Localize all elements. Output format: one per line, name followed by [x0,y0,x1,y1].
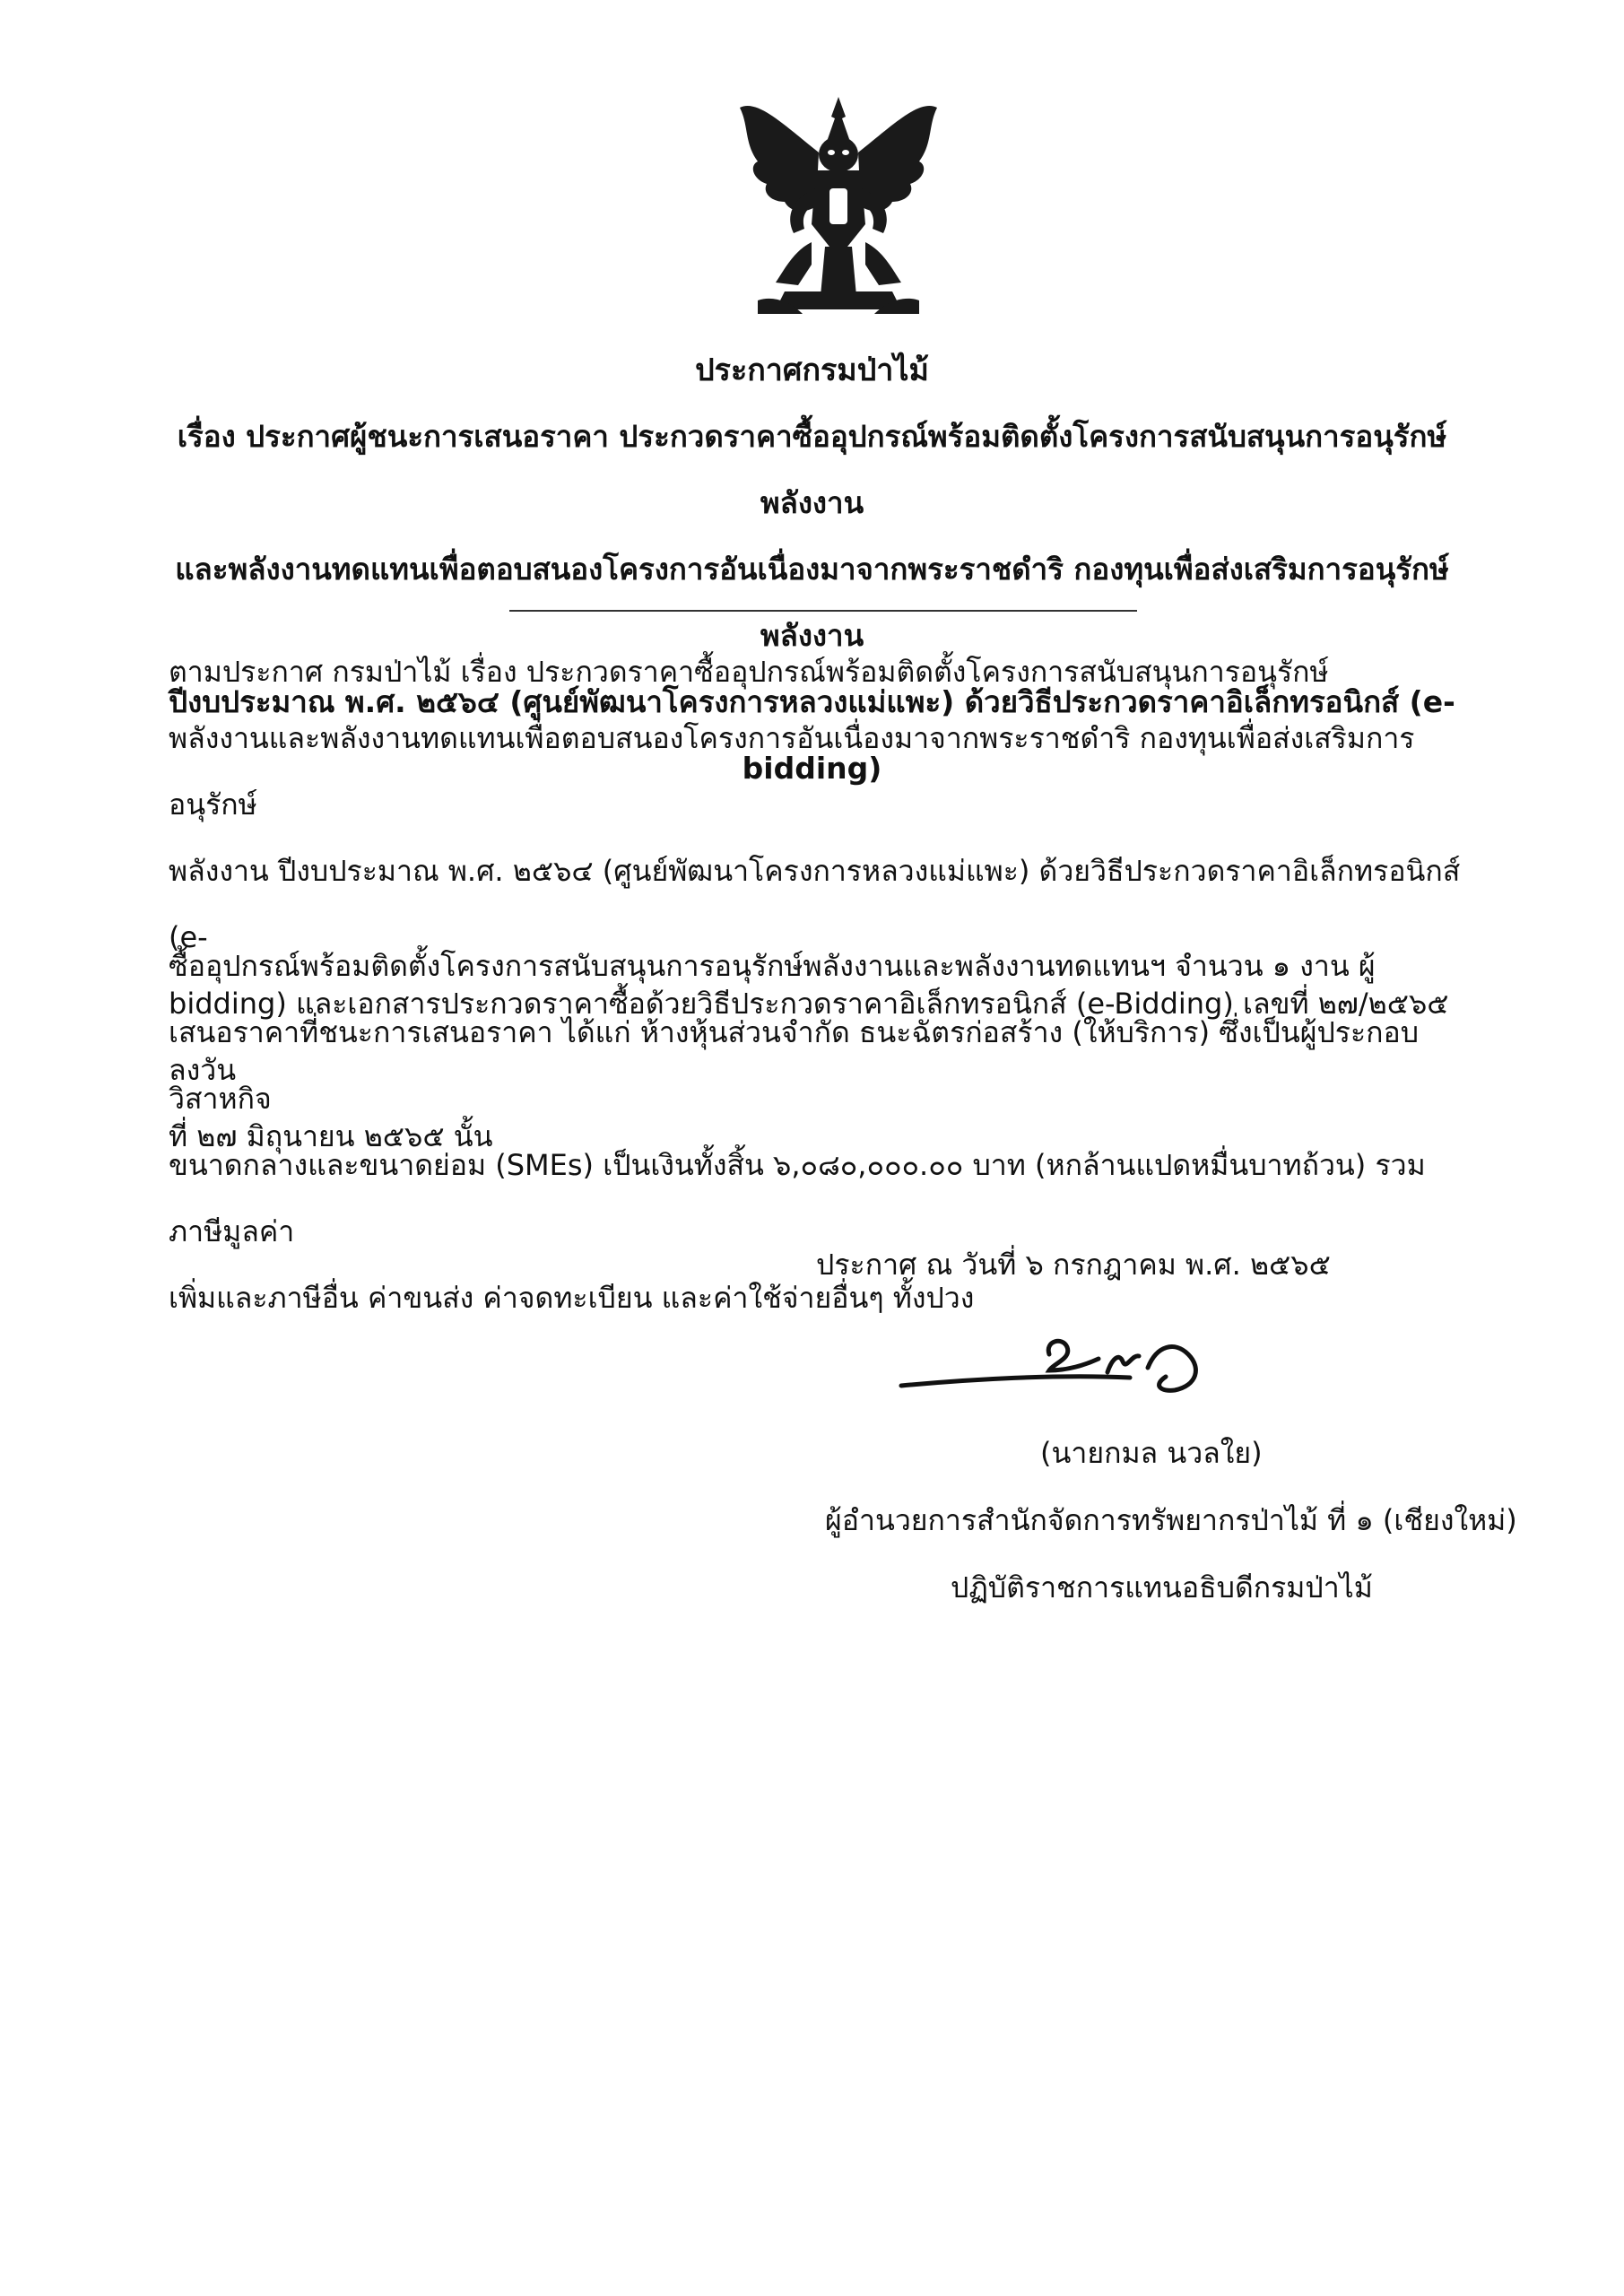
announcement-date: ประกาศ ณ วันที่ ๖ กรกฎาคม พ.ศ. ๒๕๖๕ [816,1248,1331,1282]
document-title: ประกาศกรมป่าไม้ [695,352,929,388]
garuda-emblem-icon [722,90,955,327]
signer-name: (นายกมล นวลใย) [1040,1436,1263,1470]
body-paragraph-1: ตามประกาศ กรมป่าไม้ เรื่อง ประกวดราคาซื้ออุปกรณ์พร้อมติดตั้งโครงการสนับสนุนการอนุรักษ์ พลังงานและพลังงานทดแทนเพื่อตอบสนองโครงการอันเนื่องมาจากพระราชดำริ กองทุนเพื่อส่งเสริมการอนุรักษ์ พลังงาน ปีงบประมาณ พ.ศ. ๒๕๖๔ (ศูนย์พัฒนาโครงการหลวงแม่แพะ) ด้วยวิธีประกวดราคาอิเล็กทรอนิกส์ (e- bidding) และเอกสารประกวดราคาซื้อด้วยวิธีประกวดราคาอิเล็กทรอนิกส์ (e-Bidding) เลขที่ ๒๗/๒๕๖๕ ลงวัน ที่ ๒๗ มิถุนายน ๒๕๖๕ นั้น [169,655,1461,1153]
signer-acting-title: ปฏิบัติราชการแทนอธิบดีกรมป่าไม้ [951,1570,1373,1605]
body-paragraph-2: ซื้ออุปกรณ์พร้อมติดตั้งโครงการสนับสนุนการอนุรักษ์พลังงานและพลังงานทดแทนฯ จำนวน ๑ งาน ผู้ เสนอราคาที่ชนะการเสนอราคา ได้แก่ ห้างหุ้นส่วนจำกัด ธนะฉัตรก่อสร้าง (ให้บริการ) ซึ่งเป็นผู้ประกอบวิสาหกิจ ขนาดกลางและขนาดย่อม (SMEs) เป็นเงินทั้งสิ้น ๖,๐๘๐,๐๐๐.๐๐ บาท (หกล้านแปดหมื่นบาทถ้วน) รวมภาษีมูลค่า เพิ่มและภาษีอื่น ค่าขนส่ง ค่าจดทะเบียน และค่าใช้จ่ายอื่นๆ ทั้งปวง [169,949,1426,1315]
handwritten-signature [897,1318,1255,1417]
document-subject: เรื่อง ประกาศผู้ชนะการเสนอราคา ประกวดราคาซื้ออุปกรณ์พร้อมติดตั้งโครงการสนับสนุนการอนุรักษ์พลังงาน และพลังงานทดแทนเพื่อตอบสนองโครงการอันเนื่องมาจากพระราชดำริ กองทุนเพื่อส่งเสริมการอนุรักษ์พลังงาน ปีงบประมาณ พ.ศ. ๒๕๖๔ (ศูนย์พัฒนาโครงการหลวงแม่แพะ) ด้วยวิธีประกวดราคาอิเล็กทรอนิกส์ (e-bidding) [169,419,1455,786]
divider [509,610,1137,612]
signer-position: ผู้อำนวยการสำนักจัดการทรัพยากรป่าไม้ ที่ ๑ (เชียงใหม่) [825,1503,1517,1537]
